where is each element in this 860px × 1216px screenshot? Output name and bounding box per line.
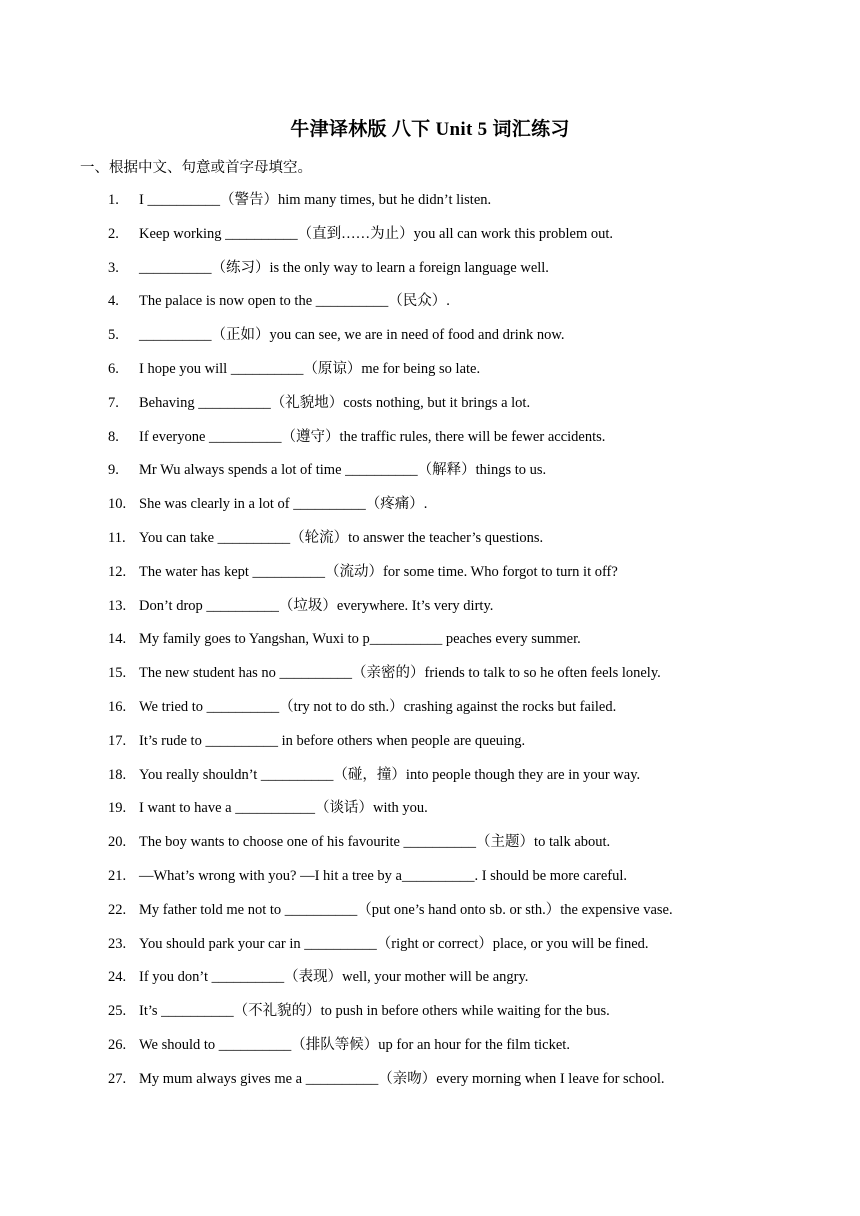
question-number: 9. <box>108 462 119 479</box>
question-text: The boy wants to choose one of his favourite __________（主题）to talk about. <box>139 834 611 851</box>
question-number: 26. <box>108 1036 127 1053</box>
question-text: Behaving __________（礼貌地）costs nothing, but it brings a lot. <box>139 394 531 411</box>
question-number: 19. <box>108 800 127 817</box>
question-item <box>0 998 860 1032</box>
question-number: 3. <box>108 259 119 276</box>
question-number: 14. <box>108 631 127 648</box>
question-text: If everyone __________（遵守）the traffic rules, there will be fewer accidents. <box>139 428 606 445</box>
question-text: You should park your car in __________（right or correct）place, or you will be fined. <box>139 935 649 952</box>
question-item <box>0 931 860 965</box>
question-item <box>0 1066 860 1100</box>
question-number: 18. <box>108 766 127 783</box>
question-item <box>0 660 860 694</box>
question-number: 12. <box>108 563 127 580</box>
question-item <box>0 829 860 863</box>
question-item <box>0 694 860 728</box>
question-text: We should to __________（排队等候）up for an hour for the film ticket. <box>139 1036 570 1053</box>
question-text: We tried to __________（try not to do sth.）crashing against the rocks but failed. <box>139 698 617 715</box>
question-text: I want to have a ___________（谈话）with you. <box>139 800 428 817</box>
question-item <box>0 424 860 458</box>
question-number: 27. <box>108 1070 127 1087</box>
question-text: The water has kept __________（流动）for some time. Who forgot to turn it off? <box>139 563 618 580</box>
question-text: My mum always gives me a __________（亲吻）every morning when I leave for school. <box>139 1070 665 1087</box>
question-text: If you don’t __________（表现）well, your mother will be angry. <box>139 969 529 986</box>
question-number: 24. <box>108 969 127 986</box>
question-item <box>0 1032 860 1066</box>
question-number: 1. <box>108 192 119 208</box>
question-item <box>0 593 860 627</box>
question-item <box>0 559 860 593</box>
question-text: The palace is now open to the __________（民众）. <box>139 293 450 310</box>
question-item <box>0 187 860 221</box>
question-number: 2. <box>108 225 119 242</box>
question-item <box>0 964 860 998</box>
question-item <box>0 863 860 897</box>
question-text: My family goes to Yangshan, Wuxi to p__________ peaches every summer. <box>139 631 581 648</box>
question-number: 20. <box>108 834 127 851</box>
question-item <box>0 897 860 931</box>
question-item <box>0 795 860 829</box>
question-item <box>0 728 860 762</box>
question-number: 6. <box>108 360 119 377</box>
question-number: 11. <box>108 529 126 546</box>
question-text: __________（练习）is the only way to learn a foreign language well. <box>139 259 549 276</box>
question-item <box>0 356 860 390</box>
question-number: 15. <box>108 665 127 682</box>
page-title: 牛津译林版 八下 Unit 5 词汇练习 <box>290 119 570 140</box>
question-text: __________（正如）you can see, we are in need of food and drink now. <box>139 327 565 344</box>
question-number: 8. <box>108 428 119 445</box>
section-heading: 一、根据中文、句意或首字母填空。 <box>80 160 312 176</box>
question-number: 4. <box>108 293 119 310</box>
question-text: My father told me not to __________（put one’s hand onto sb. or sth.）the expensive vase. <box>139 901 673 918</box>
question-number: 17. <box>108 732 127 749</box>
question-number: 13. <box>108 597 127 614</box>
question-number: 16. <box>108 698 127 715</box>
question-text: It’s __________（不礼貌的）to push in before others while waiting for the bus. <box>139 1003 610 1020</box>
question-text: —What’s wrong with you? —I hit a tree by a__________. I should be more careful. <box>139 867 628 884</box>
question-text: The new student has no __________（亲密的）friends to talk to so he often feels lonely. <box>139 665 661 682</box>
question-item <box>0 626 860 660</box>
question-number: 22. <box>108 901 127 918</box>
question-text: Don’t drop __________（垃圾）everywhere. It’s very dirty. <box>139 597 494 614</box>
question-text: I hope you will __________（原谅）me for being so late. <box>139 360 481 377</box>
question-item <box>0 288 860 322</box>
question-text: I __________（警告）him many times, but he didn’t listen. <box>139 192 492 208</box>
question-number: 7. <box>108 394 119 411</box>
question-text: It’s rude to __________ in before others when people are queuing. <box>139 732 526 749</box>
question-text: You can take __________（轮流）to answer the teacher’s questions. <box>139 529 544 546</box>
question-item <box>0 525 860 559</box>
question-list <box>0 187 860 1100</box>
question-number: 10. <box>108 496 127 513</box>
question-text: Mr Wu always spends a lot of time __________（解释）things to us. <box>139 462 547 479</box>
question-item <box>0 255 860 289</box>
question-number: 21. <box>108 867 127 884</box>
question-item <box>0 221 860 255</box>
question-text: She was clearly in a lot of __________（疼痛）. <box>139 496 428 513</box>
question-text: Keep working __________（直到……为止）you all can work this problem out. <box>139 225 614 242</box>
question-item <box>0 322 860 356</box>
question-item <box>0 457 860 491</box>
question-number: 5. <box>108 327 119 344</box>
question-item <box>0 390 860 424</box>
question-number: 25. <box>108 1003 127 1020</box>
question-item <box>0 491 860 525</box>
question-item <box>0 762 860 796</box>
question-number: 23. <box>108 935 127 952</box>
question-text: You really shouldn’t __________（碰，撞）into people though they are in your way. <box>139 766 641 783</box>
